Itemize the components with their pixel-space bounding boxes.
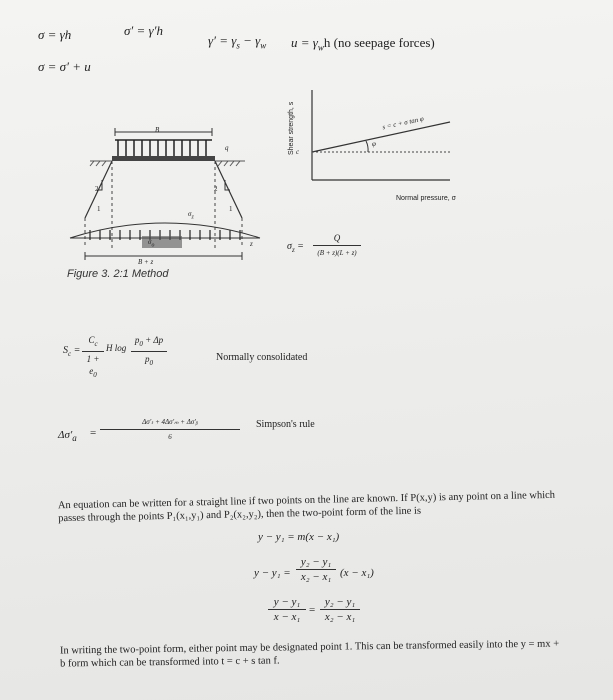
sigma-o-label: $\sigma_o$	[148, 238, 155, 249]
phi-label: φ	[372, 140, 376, 148]
point-slope-eq: y − y₁ = m(x − x₁)	[258, 531, 340, 543]
simpson-equals: =	[90, 427, 97, 439]
simpson-lhs: $\Delta\sigma'_a$	[58, 429, 77, 444]
settlement-frac2: $p_0 + \Delta p$ $p_0$	[131, 334, 167, 369]
effective-stress-eq: σ′ = γ′h	[124, 23, 163, 38]
slope-1-label-right: 1	[229, 205, 233, 213]
settlement-hlog: H log	[106, 343, 127, 353]
ratio-eq-left: y − y₁ x − x₁	[268, 596, 306, 623]
shear-y-axis-label: Shear strength, s	[288, 101, 295, 155]
two-point-eq-lhs: y − y₁ =	[254, 567, 291, 579]
two-point-note: In writing the two-point form, either point may be designated point 1. This can be transformed easily into the y = mx + b form which can be transformed into t = c + s tan f.	[59, 638, 560, 670]
normally-consolidated-note: Normally consolidated	[216, 352, 308, 363]
simpson-note: Simpson's rule	[256, 419, 315, 430]
ratio-eq-equals: =	[309, 604, 316, 616]
effective-unit-weight-eq: $\gamma' = \gamma_s - \gamma_w$	[208, 33, 267, 51]
two-point-eq-fraction: y₂ − y₁ x₂ − x₁	[296, 556, 336, 583]
cohesion-label: c	[296, 148, 300, 156]
slope-2-label-left: 2	[95, 185, 99, 193]
b-plus-z-label: B + z	[138, 258, 154, 266]
pore-pressure-eq: $u = \gamma_wh$ (no seepage forces)	[291, 35, 435, 53]
slope-2-label-right: 2	[214, 185, 218, 193]
total-stress-eq: σ = γh	[38, 27, 72, 42]
depth-z-label: z	[250, 240, 253, 248]
sigma-z-label: $\sigma_z$	[188, 210, 194, 221]
ratio-eq-right: y₂ − y₁ x₂ − x₁	[320, 596, 360, 623]
simpson-fraction: Δσ′ₜ + 4Δσ′ₘ + Δσ′ᵦ 6	[100, 416, 240, 443]
shear-line-label: s = c + σ tan φ	[381, 114, 425, 132]
stress-eq-fraction: Q (B + z)(L + z)	[313, 232, 361, 259]
two-point-paragraph: An equation can be written for a straight line if two points on the line are known. If P(x,y) is any point on a line which passes through the points P₁(x₁,y₁) and P₂(x₂,y₂), then the two-point form of the line is	[57, 489, 556, 525]
settlement-lhs: $S_c$ =	[63, 345, 81, 358]
shear-x-axis-label: Normal pressure, σ	[396, 195, 456, 202]
figure-caption: Figure 3. 2:1 Method	[67, 268, 169, 280]
footing-width-label: B	[155, 126, 160, 134]
stress-eq-lhs: $\sigma_z$ =	[287, 241, 304, 254]
two-point-eq-rhs: (x − x₁)	[340, 567, 374, 579]
shear-strength-figure	[290, 80, 460, 190]
settlement-frac1: $C_c$ $1 + e_0$	[82, 334, 104, 381]
stress-sum-eq: σ = σ′ + u	[38, 59, 91, 74]
slope-1-label-left: 1	[97, 205, 101, 213]
load-q-label: q	[225, 144, 229, 152]
footing-figure	[60, 118, 270, 268]
